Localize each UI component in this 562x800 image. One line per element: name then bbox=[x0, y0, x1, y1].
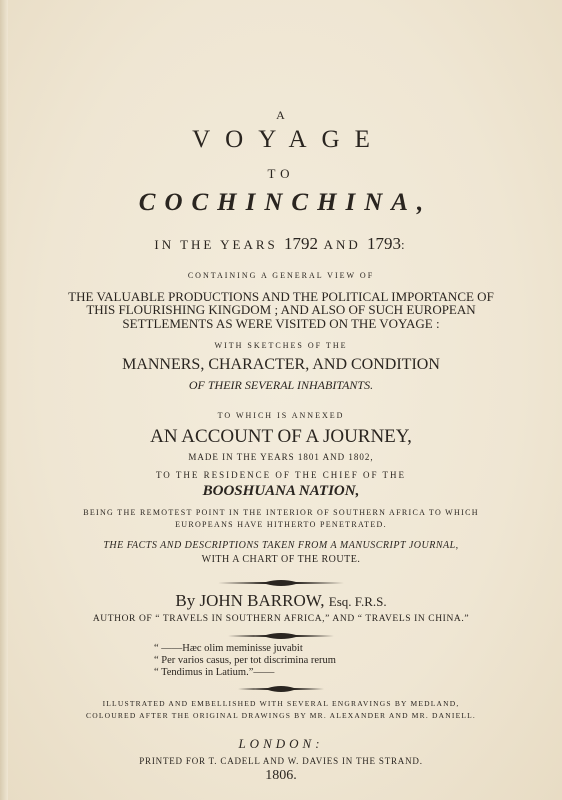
author-byline bbox=[0, 591, 562, 611]
annexed-line: TO WHICH IS ANNEXED bbox=[217, 411, 345, 420]
author-name: JOHN BARROW, bbox=[199, 591, 325, 610]
years-colon: : bbox=[400, 237, 408, 252]
by-word: By bbox=[175, 591, 196, 610]
sketches-line: WITH SKETCHES OF THE bbox=[214, 341, 348, 350]
nation-title: BOOSHUANA NATION, bbox=[202, 483, 360, 499]
author-title: Esq. F.R.S. bbox=[328, 594, 387, 609]
view-line-3: SETTLEMENTS AS WERE VISITED ON THE VOYAGE : bbox=[122, 316, 440, 331]
year-1793: 1793 bbox=[366, 234, 401, 253]
made-years-line: MADE IN THE YEARS 1801 AND 1802, bbox=[188, 452, 374, 462]
epigraph-line-3: “ Tendimus in Latium.”—— bbox=[154, 667, 275, 678]
epigraph-line-1: “ ——Hæc olim meminisse juvabit bbox=[154, 643, 303, 654]
residence-line: TO THE RESIDENCE OF THE CHIEF OF THE bbox=[155, 470, 407, 480]
title-to: TO bbox=[267, 166, 295, 181]
illustrated-line-1: ILLUSTRATED AND EMBELLISHED WITH SEVERAL ENGRAVINGS BY MEDLAND, bbox=[102, 699, 460, 708]
year-1792: 1792 bbox=[284, 234, 319, 253]
view-line-2: THIS FLOURISHING KINGDOM ; AND ALSO OF SUCH EUROPEAN bbox=[86, 302, 476, 317]
account-title: AN ACCOUNT OF A JOURNEY, bbox=[150, 426, 412, 447]
manners-line: MANNERS, CHARACTER, AND CONDITION bbox=[122, 356, 440, 373]
imprint-printer: PRINTED FOR T. CADELL AND W. DAVIES IN THE STRAND. bbox=[139, 756, 423, 766]
imprint-year: 1806. bbox=[265, 768, 297, 783]
ornament-rule bbox=[0, 578, 562, 588]
being-line-1: BEING THE REMOTEST POINT IN THE INTERIOR OF SOUTHERN AFRICA TO WHICH bbox=[83, 508, 479, 517]
years-prefix: IN THE YEARS bbox=[154, 237, 278, 252]
facts-line: THE FACTS AND DESCRIPTIONS TAKEN FROM A MANUSCRIPT JOURNAL, bbox=[103, 540, 459, 551]
containing-line: CONTAINING A GENERAL VIEW OF bbox=[187, 271, 375, 280]
destination-title: COCHINCHINA, bbox=[138, 189, 433, 216]
chart-line: WITH A CHART OF THE ROUTE. bbox=[201, 554, 361, 565]
inhabitants-line: OF THEIR SEVERAL INHABITANTS. bbox=[188, 378, 374, 392]
title-article: A bbox=[276, 108, 286, 122]
author-credits: AUTHOR OF “ TRAVELS IN SOUTHERN AFRICA,” AND “ TRAVELS IN CHINA.” bbox=[92, 614, 470, 624]
ornament-rule bbox=[0, 684, 562, 694]
imprint-city: LONDON: bbox=[238, 736, 324, 751]
view-line-1: THE VALUABLE PRODUCTIONS AND THE POLITICAL IMPORTANCE OF bbox=[68, 289, 494, 304]
epigraph-line-2: “ Per varios casus, per tot discrimina rerum bbox=[154, 655, 336, 666]
years-and: AND bbox=[323, 237, 361, 252]
illustrated-line-2: COLOURED AFTER THE ORIGINAL DRAWINGS BY MR. ALEXANDER AND MR. DANIELL. bbox=[86, 711, 476, 720]
being-line-2: EUROPEANS HAVE HITHERTO PENETRATED. bbox=[175, 520, 387, 529]
years-line bbox=[0, 234, 562, 254]
ornament-rule bbox=[0, 631, 562, 641]
main-title: VOYAGE bbox=[192, 126, 385, 153]
